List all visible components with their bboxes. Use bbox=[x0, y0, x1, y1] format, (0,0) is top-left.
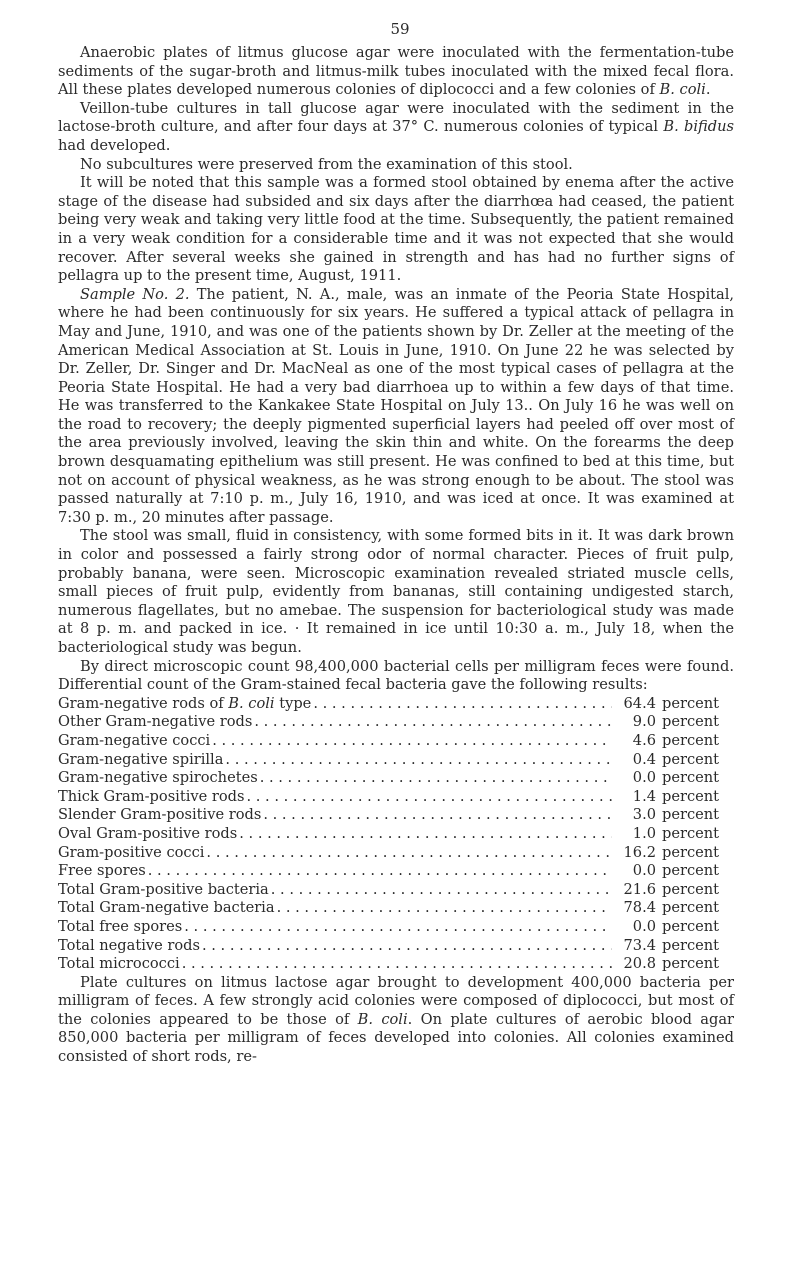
result-unit: percent bbox=[662, 899, 720, 917]
result-name: Oval Gram-positive rods bbox=[58, 824, 238, 842]
result-row bbox=[58, 788, 734, 807]
result-row bbox=[58, 751, 734, 770]
result-row bbox=[58, 899, 734, 918]
result-value: 20.8 bbox=[623, 955, 656, 973]
result-name: Gram-positive cocci bbox=[58, 843, 205, 861]
result-unit: percent bbox=[662, 787, 720, 805]
result-value: 16.2 bbox=[623, 843, 656, 861]
result-row bbox=[58, 732, 734, 751]
result-row bbox=[58, 862, 734, 881]
result-value: 0.0 bbox=[632, 917, 656, 935]
paragraph-formed-stool: It will be noted that this sample was a formed stool obtained by enema after the active stage of the disease had subsided and six days after the diarrhœa had ceased, the patient being very weak and taking very little food at the time. Subsequently, the patient remained in a very weak condition for a considerable time and it was not expected that she would recover. After several weeks she gained in strength and has had no further signs of pellagra up to the present time, August, 1911. bbox=[58, 174, 734, 285]
result-row bbox=[58, 918, 734, 937]
result-unit: percent bbox=[662, 955, 720, 973]
result-row bbox=[58, 955, 734, 974]
paragraph-plate-cultures: Plate cultures on litmus lactose agar brought to development 400,000 bacteria per milligram of feces. A few strongly acid colonies were composed of diplococci, but most of the colonies appeared to be those of B. coli. On plate cultures of aerobic blood agar 850,000 bacteria per milligram of feces developed into colonies. All colonies examined consisted of short rods, re- bbox=[58, 973, 735, 1066]
result-value: 4.6 bbox=[632, 731, 656, 749]
result-row bbox=[58, 825, 734, 844]
result-row bbox=[58, 695, 734, 714]
result-value: 21.6 bbox=[623, 880, 656, 898]
result-value: 0.0 bbox=[632, 769, 656, 787]
result-value: 1.4 bbox=[632, 787, 656, 805]
result-row bbox=[58, 844, 734, 863]
result-unit: percent bbox=[662, 806, 720, 824]
result-name: Other Gram-negative rods bbox=[58, 713, 253, 731]
result-row bbox=[58, 769, 734, 788]
result-name: Total Gram-positive bacteria bbox=[58, 880, 269, 898]
result-row bbox=[58, 937, 734, 956]
result-unit: percent bbox=[662, 936, 720, 954]
page-number: 59 bbox=[390, 20, 410, 38]
result-name: Thick Gram-positive rods bbox=[58, 787, 245, 805]
result-value: 9.0 bbox=[632, 713, 656, 731]
result-value: 3.0 bbox=[632, 806, 656, 824]
result-name: Total negative rods bbox=[58, 936, 200, 954]
result-value: 0.0 bbox=[632, 862, 656, 880]
result-unit: percent bbox=[662, 769, 720, 787]
result-unit: percent bbox=[662, 694, 720, 712]
paragraph-veillon-tube: Veillon-tube cultures in tall glucose agar were inoculated with the sediment in the lactose-broth culture, and after four days at 37° C. numerous colonies of typical B. bifidus had developed. bbox=[58, 99, 734, 154]
result-name: Free spores bbox=[58, 862, 146, 880]
result-unit: percent bbox=[662, 862, 720, 880]
differential-count-list bbox=[58, 695, 734, 974]
result-value: 78.4 bbox=[623, 899, 656, 917]
paragraph-direct-count: By direct microscopic count 98,400,000 bacterial cells per milligram feces were found. Differential count of the Gram-stained fecal bacteria gave the following results: bbox=[58, 657, 734, 694]
result-name: Gram-negative cocci bbox=[58, 731, 211, 749]
result-name: Gram-negative spirochetes bbox=[58, 769, 258, 787]
result-value: 0.4 bbox=[632, 750, 656, 768]
result-row bbox=[58, 806, 734, 825]
result-name: Slender Gram-positive rods bbox=[58, 806, 262, 824]
result-unit: percent bbox=[662, 731, 720, 749]
body-text bbox=[58, 44, 734, 1067]
result-unit: percent bbox=[662, 750, 720, 768]
result-unit: percent bbox=[662, 713, 720, 731]
result-value: 1.0 bbox=[632, 824, 656, 842]
paragraph-stool-description: The stool was small, fluid in consistency, with some formed bits in it. It was dark brown in color and possessed a fairly strong odor of normal character. Pieces of fruit pulp, probably banana, were seen. Microscopic examination revealed striated muscle cells, small pieces of fruit pulp, evidently from bananas, still containing undigested starch, numerous flagellates, but no amebae. The suspension for bacteriological study was made at 8 p. m. and packed in ice. · It remained in ice until 10:30 a. m., July 18, when the bacteriological study was begun. bbox=[58, 527, 734, 656]
result-unit: percent bbox=[662, 824, 720, 842]
result-name: Total micrococci bbox=[58, 955, 180, 973]
paragraph-no-subcultures: No subcultures were preserved from the examination of this stool. bbox=[80, 155, 573, 173]
result-name: Gram-negative spirilla bbox=[58, 750, 224, 768]
result-name: Total Gram-negative bacteria bbox=[58, 899, 275, 917]
result-unit: percent bbox=[662, 843, 720, 861]
result-unit: percent bbox=[662, 917, 720, 935]
result-row bbox=[58, 881, 734, 900]
result-name: Total free spores bbox=[58, 917, 183, 935]
paragraph-anaerobic-plates: Anaerobic plates of litmus glucose agar were inoculated with the fermentation-tube sediments of the sugar-broth and litmus-milk tubes inoculated with the mixed fecal flora. All these plates developed numerous colonies of diplococci and a few colonies of B. coli. bbox=[58, 44, 734, 99]
result-name: Gram-negative rods of B. coli type bbox=[58, 694, 312, 712]
result-row bbox=[58, 713, 734, 732]
result-value: 64.4 bbox=[623, 694, 656, 712]
result-value: 73.4 bbox=[623, 936, 656, 954]
paragraph-sample-2: Sample No. 2. The patient, N. A., male, was an inmate of the Peoria State Hospital, where he had been continuously for six years. He suffered a typical attack of pellagra in May and June, 1910, and was one of the patients shown by Dr. Zeller at the meeting of the American Medical Association at St. Louis in June, 1910. On June 22 he was selected by Dr. Zeller, Dr. Singer and Dr. MacNeal as one of the most typical cases of pellagra at the Peoria State Hospital. He had a very bad diarrhoea up to within a few days of that time. He was transferred to the Kankakee State Hospital on July 13.. On July 16 he was well on the road to recovery; the deeply pigmented superficial layers had peeled off over most of the area previously involved, leaving the skin thin and white. On the forearms the deep brown desquamating epithelium was still present. He was confined to bed at this time, but not on account of physical weakness, as he was strong enough to be about. The stool was passed naturally at 7:10 p. m., July 16, 1910, and was iced at once. It was examined at 7:30 p. m., 20 minutes after passage. bbox=[58, 285, 734, 526]
result-unit: percent bbox=[662, 880, 720, 898]
